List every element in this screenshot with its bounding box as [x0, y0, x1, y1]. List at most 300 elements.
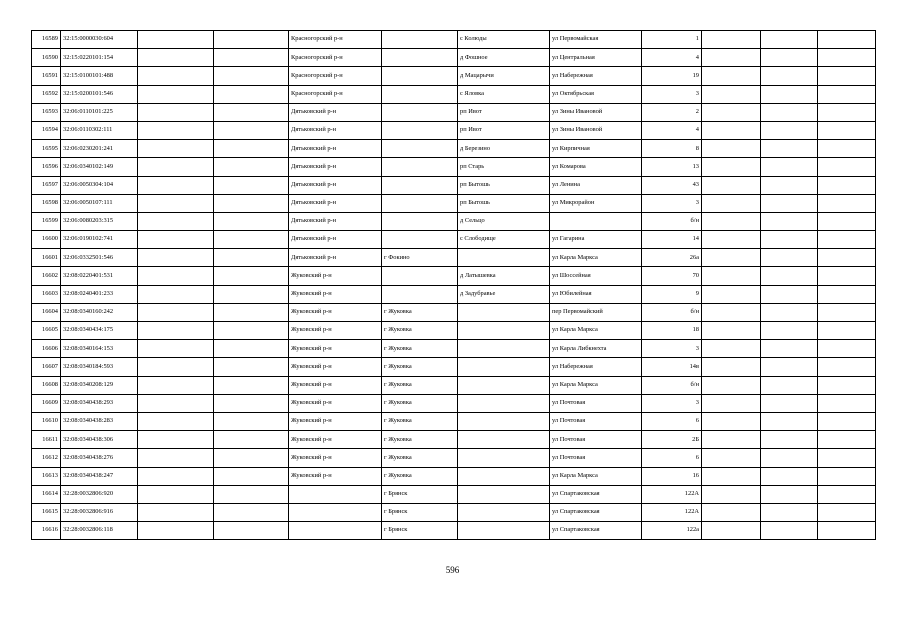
cell-street: ул Шоссейная	[550, 267, 642, 285]
cell-col-11	[761, 176, 818, 194]
cell-col-4	[214, 303, 289, 321]
cell-col-3	[138, 31, 214, 49]
cell-district: Жуковский р-н	[289, 340, 382, 358]
cell-col-11	[761, 340, 818, 358]
cell-col-10	[702, 340, 761, 358]
cell-row-number: 16616	[32, 522, 61, 540]
table-row	[32, 376, 876, 394]
cell-district: Жуковский р-н	[289, 449, 382, 467]
cell-settlement: рп Ивот	[458, 103, 550, 121]
cell-col-10	[702, 121, 761, 139]
cell-district: Жуковский р-н	[289, 358, 382, 376]
cell-district: Жуковский р-н	[289, 431, 382, 449]
cell-district: Дятьковский р-н	[289, 176, 382, 194]
cell-city	[382, 285, 458, 303]
cell-col-3	[138, 467, 214, 485]
cell-house-number: 3	[642, 340, 702, 358]
table-row	[32, 340, 876, 358]
cell-col-3	[138, 485, 214, 503]
cell-row-number: 16607	[32, 358, 61, 376]
cell-row-number: 16609	[32, 394, 61, 412]
cell-house-number: 1	[642, 31, 702, 49]
cell-street: ул Ленина	[550, 176, 642, 194]
table-row	[32, 212, 876, 230]
cell-col-12	[818, 176, 876, 194]
cell-row-number: 16601	[32, 249, 61, 267]
cell-col-10	[702, 31, 761, 49]
cell-settlement	[458, 412, 550, 430]
cell-col-3	[138, 67, 214, 85]
cell-col-10	[702, 267, 761, 285]
cell-col-12	[818, 121, 876, 139]
cell-row-number: 16595	[32, 140, 61, 158]
cell-row-number: 16594	[32, 121, 61, 139]
cell-settlement	[458, 394, 550, 412]
cell-cadastral-number: 32:06:0050107:111	[61, 194, 138, 212]
cell-col-12	[818, 322, 876, 340]
cell-city: г Жуковка	[382, 431, 458, 449]
cell-col-3	[138, 412, 214, 430]
cell-street: ул Спартаковская	[550, 485, 642, 503]
cell-district: Жуковский р-н	[289, 322, 382, 340]
cell-house-number: 4	[642, 49, 702, 67]
cell-col-11	[761, 503, 818, 521]
cell-row-number: 16608	[32, 376, 61, 394]
cell-col-12	[818, 412, 876, 430]
cell-col-10	[702, 431, 761, 449]
cell-col-12	[818, 267, 876, 285]
table-row	[32, 485, 876, 503]
cell-col-3	[138, 394, 214, 412]
cell-col-11	[761, 358, 818, 376]
cell-house-number: 6	[642, 449, 702, 467]
cell-house-number: 4	[642, 121, 702, 139]
cell-col-4	[214, 431, 289, 449]
cell-district: Дятьковский р-н	[289, 231, 382, 249]
cell-settlement: рп Старь	[458, 158, 550, 176]
cell-col-4	[214, 49, 289, 67]
cell-city	[382, 194, 458, 212]
cell-col-3	[138, 176, 214, 194]
cell-col-4	[214, 176, 289, 194]
cell-city: г Жуковка	[382, 358, 458, 376]
cell-cadastral-number: 32:08:0340438:293	[61, 394, 138, 412]
cell-cadastral-number: 32:08:0340438:306	[61, 431, 138, 449]
cell-district: Дятьковский р-н	[289, 194, 382, 212]
cell-col-4	[214, 467, 289, 485]
cell-city	[382, 103, 458, 121]
cell-street: ул Зины Ивановой	[550, 103, 642, 121]
cell-street: ул Зины Ивановой	[550, 121, 642, 139]
table-row	[32, 303, 876, 321]
cell-col-3	[138, 140, 214, 158]
cell-col-11	[761, 49, 818, 67]
cell-col-12	[818, 358, 876, 376]
cell-district: Красногорский р-н	[289, 85, 382, 103]
cell-house-number: 16	[642, 467, 702, 485]
cell-city: г Жуковка	[382, 303, 458, 321]
cell-col-10	[702, 249, 761, 267]
cell-col-11	[761, 394, 818, 412]
cell-street: ул Карла Маркса	[550, 376, 642, 394]
cell-house-number: б/н	[642, 303, 702, 321]
table-row	[32, 412, 876, 430]
cell-col-12	[818, 503, 876, 521]
cell-col-11	[761, 322, 818, 340]
cell-city: г Жуковка	[382, 394, 458, 412]
cell-col-3	[138, 340, 214, 358]
cell-col-12	[818, 522, 876, 540]
cell-col-3	[138, 121, 214, 139]
cell-col-4	[214, 485, 289, 503]
cell-col-3	[138, 158, 214, 176]
cell-house-number: 9	[642, 285, 702, 303]
cell-city	[382, 31, 458, 49]
cell-col-3	[138, 376, 214, 394]
cell-house-number: 43	[642, 176, 702, 194]
cell-col-4	[214, 249, 289, 267]
cell-col-4	[214, 31, 289, 49]
cell-street: ул Набережная	[550, 67, 642, 85]
cell-col-4	[214, 158, 289, 176]
cell-row-number: 16615	[32, 503, 61, 521]
cell-street: ул Кирпичная	[550, 140, 642, 158]
table-row	[32, 85, 876, 103]
cell-district: Красногорский р-н	[289, 67, 382, 85]
cell-col-12	[818, 140, 876, 158]
cell-street	[550, 212, 642, 230]
cell-city: г Жуковка	[382, 340, 458, 358]
cell-settlement	[458, 522, 550, 540]
cell-col-3	[138, 212, 214, 230]
cell-house-number: 18	[642, 322, 702, 340]
cell-col-4	[214, 322, 289, 340]
cell-col-12	[818, 431, 876, 449]
cell-street: ул Карла Маркса	[550, 249, 642, 267]
table-row	[32, 503, 876, 521]
cell-cadastral-number: 32:06:0080203:315	[61, 212, 138, 230]
cell-street: ул Октябрьская	[550, 85, 642, 103]
cell-settlement	[458, 322, 550, 340]
table-row	[32, 285, 876, 303]
cell-col-3	[138, 85, 214, 103]
cell-house-number: 6	[642, 412, 702, 430]
cell-col-10	[702, 158, 761, 176]
cell-col-11	[761, 485, 818, 503]
cell-street: ул Почтовая	[550, 431, 642, 449]
cell-district: Дятьковский р-н	[289, 140, 382, 158]
cell-city	[382, 267, 458, 285]
table-row	[32, 467, 876, 485]
cell-settlement: с Колюды	[458, 31, 550, 49]
cell-col-10	[702, 358, 761, 376]
cell-col-10	[702, 176, 761, 194]
cell-house-number: 122А	[642, 503, 702, 521]
table-row	[32, 67, 876, 85]
cell-col-11	[761, 522, 818, 540]
cell-cadastral-number: 32:06:0340102:149	[61, 158, 138, 176]
cell-col-11	[761, 412, 818, 430]
cell-city: г Брянск	[382, 485, 458, 503]
cell-house-number: 8	[642, 140, 702, 158]
cell-col-4	[214, 394, 289, 412]
cell-col-11	[761, 303, 818, 321]
cell-cadastral-number: 32:08:0240401:233	[61, 285, 138, 303]
cell-street: пер Первомайский	[550, 303, 642, 321]
cell-cadastral-number: 32:06:0110302:111	[61, 121, 138, 139]
cell-row-number: 16596	[32, 158, 61, 176]
cell-house-number: б/н	[642, 212, 702, 230]
cell-col-12	[818, 158, 876, 176]
cell-col-3	[138, 49, 214, 67]
cell-city	[382, 140, 458, 158]
cell-col-4	[214, 140, 289, 158]
cell-col-3	[138, 103, 214, 121]
cell-col-12	[818, 67, 876, 85]
table-row	[32, 121, 876, 139]
table-row	[32, 431, 876, 449]
cell-col-10	[702, 467, 761, 485]
cell-col-12	[818, 285, 876, 303]
cell-col-10	[702, 85, 761, 103]
cell-district: Жуковский р-н	[289, 267, 382, 285]
cell-street: ул Комарова	[550, 158, 642, 176]
cell-district: Жуковский р-н	[289, 285, 382, 303]
cell-col-4	[214, 503, 289, 521]
cell-col-10	[702, 394, 761, 412]
cell-col-4	[214, 67, 289, 85]
cell-col-4	[214, 212, 289, 230]
cell-col-3	[138, 194, 214, 212]
cell-col-3	[138, 449, 214, 467]
table-row	[32, 231, 876, 249]
cell-settlement	[458, 503, 550, 521]
cell-cadastral-number: 32:08:0340160:242	[61, 303, 138, 321]
cell-row-number: 16602	[32, 267, 61, 285]
cell-city: г Жуковка	[382, 449, 458, 467]
cell-col-3	[138, 358, 214, 376]
cell-settlement: д Фошное	[458, 49, 550, 67]
cell-settlement: рп Бытошь	[458, 176, 550, 194]
cell-col-3	[138, 431, 214, 449]
cell-cadastral-number: 32:08:0340208:129	[61, 376, 138, 394]
cell-col-11	[761, 121, 818, 139]
cell-house-number: 2	[642, 103, 702, 121]
cell-col-10	[702, 412, 761, 430]
cell-col-11	[761, 158, 818, 176]
cell-street: ул Карла Маркса	[550, 467, 642, 485]
cell-row-number: 16599	[32, 212, 61, 230]
cell-house-number: 13	[642, 158, 702, 176]
cell-house-number: 2Б	[642, 431, 702, 449]
cell-row-number: 16593	[32, 103, 61, 121]
cell-col-10	[702, 103, 761, 121]
cell-district: Дятьковский р-н	[289, 158, 382, 176]
cell-col-3	[138, 267, 214, 285]
cell-house-number: 14в	[642, 358, 702, 376]
cell-col-12	[818, 31, 876, 49]
cell-row-number: 16603	[32, 285, 61, 303]
cell-city: г Жуковка	[382, 376, 458, 394]
cell-house-number: 3	[642, 394, 702, 412]
cell-col-11	[761, 140, 818, 158]
cell-col-12	[818, 485, 876, 503]
cell-settlement	[458, 431, 550, 449]
cell-col-4	[214, 340, 289, 358]
cell-settlement: рп Ивот	[458, 121, 550, 139]
cell-city: г Жуковка	[382, 322, 458, 340]
cell-city: г Фокино	[382, 249, 458, 267]
cell-col-10	[702, 212, 761, 230]
cell-cadastral-number: 32:06:0110101:225	[61, 103, 138, 121]
cell-city	[382, 212, 458, 230]
cell-district: Жуковский р-н	[289, 394, 382, 412]
cell-row-number: 16610	[32, 412, 61, 430]
table-row	[32, 31, 876, 49]
cell-col-4	[214, 449, 289, 467]
cell-district: Жуковский р-н	[289, 412, 382, 430]
cell-street: ул Карла Либкнехта	[550, 340, 642, 358]
cell-cadastral-number: 32:08:0220401:531	[61, 267, 138, 285]
cell-col-11	[761, 449, 818, 467]
cell-settlement	[458, 376, 550, 394]
cell-settlement: рп Бытошь	[458, 194, 550, 212]
cell-district: Дятьковский р-н	[289, 103, 382, 121]
cell-col-11	[761, 194, 818, 212]
registry-table	[31, 30, 876, 540]
cell-col-11	[761, 376, 818, 394]
cell-cadastral-number: 32:15:0000030:604	[61, 31, 138, 49]
cell-col-12	[818, 376, 876, 394]
cell-col-12	[818, 449, 876, 467]
cell-house-number: 3	[642, 85, 702, 103]
cell-col-10	[702, 303, 761, 321]
cell-street: ул Микрорайон	[550, 194, 642, 212]
cell-settlement	[458, 303, 550, 321]
table-row	[32, 140, 876, 158]
cell-cadastral-number: 32:08:0340164:153	[61, 340, 138, 358]
table-row	[32, 49, 876, 67]
cell-house-number: 122а	[642, 522, 702, 540]
cell-col-4	[214, 376, 289, 394]
cell-col-3	[138, 303, 214, 321]
cell-city	[382, 49, 458, 67]
cell-street: ул Спартаковская	[550, 503, 642, 521]
cell-col-4	[214, 285, 289, 303]
cell-house-number: 3	[642, 194, 702, 212]
table-row	[32, 267, 876, 285]
cell-row-number: 16592	[32, 85, 61, 103]
cell-street: ул Почтовая	[550, 412, 642, 430]
cell-row-number: 16606	[32, 340, 61, 358]
table-body	[32, 31, 876, 540]
cell-cadastral-number: 32:28:0032806:916	[61, 503, 138, 521]
table-row	[32, 322, 876, 340]
cell-street: ул Первомайская	[550, 31, 642, 49]
cell-house-number: 122А	[642, 485, 702, 503]
cell-col-10	[702, 503, 761, 521]
table-row	[32, 394, 876, 412]
cell-cadastral-number: 32:06:0050304:104	[61, 176, 138, 194]
cell-row-number: 16597	[32, 176, 61, 194]
cell-col-11	[761, 249, 818, 267]
cell-col-10	[702, 522, 761, 540]
cell-district: Дятьковский р-н	[289, 249, 382, 267]
cell-col-12	[818, 467, 876, 485]
cell-settlement	[458, 467, 550, 485]
cell-row-number: 16591	[32, 67, 61, 85]
cell-col-4	[214, 85, 289, 103]
cell-row-number: 16611	[32, 431, 61, 449]
cell-col-10	[702, 449, 761, 467]
cell-cadastral-number: 32:08:0340438:276	[61, 449, 138, 467]
cell-col-11	[761, 267, 818, 285]
cell-col-3	[138, 503, 214, 521]
cell-cadastral-number: 32:15:0220101:154	[61, 49, 138, 67]
cell-city: г Жуковка	[382, 412, 458, 430]
cell-house-number: 26а	[642, 249, 702, 267]
cell-city: г Брянск	[382, 522, 458, 540]
cell-col-11	[761, 231, 818, 249]
cell-street: ул Набережная	[550, 358, 642, 376]
cell-col-10	[702, 285, 761, 303]
cell-city	[382, 85, 458, 103]
cell-settlement	[458, 358, 550, 376]
cell-cadastral-number: 32:15:0100101:488	[61, 67, 138, 85]
cell-cadastral-number: 32:08:0340438:283	[61, 412, 138, 430]
cell-col-11	[761, 85, 818, 103]
cell-city: г Жуковка	[382, 467, 458, 485]
cell-col-12	[818, 249, 876, 267]
cell-col-11	[761, 467, 818, 485]
cell-col-3	[138, 285, 214, 303]
cell-cadastral-number: 32:06:0230201:241	[61, 140, 138, 158]
cell-col-4	[214, 412, 289, 430]
cell-settlement: д Березино	[458, 140, 550, 158]
cell-house-number: б/н	[642, 376, 702, 394]
cell-col-3	[138, 249, 214, 267]
table-row	[32, 176, 876, 194]
cell-col-12	[818, 212, 876, 230]
cell-cadastral-number: 32:08:0340184:593	[61, 358, 138, 376]
cell-row-number: 16589	[32, 31, 61, 49]
cell-row-number: 16613	[32, 467, 61, 485]
cell-col-12	[818, 194, 876, 212]
cell-district: Жуковский р-н	[289, 467, 382, 485]
table-row	[32, 158, 876, 176]
cell-col-12	[818, 231, 876, 249]
cell-cadastral-number: 32:06:0190102:741	[61, 231, 138, 249]
table-row	[32, 249, 876, 267]
cell-col-10	[702, 322, 761, 340]
table-row	[32, 194, 876, 212]
cell-settlement: д Латышевка	[458, 267, 550, 285]
cell-city	[382, 176, 458, 194]
cell-district: Жуковский р-н	[289, 376, 382, 394]
cell-house-number: 70	[642, 267, 702, 285]
cell-city	[382, 67, 458, 85]
cell-city: г Брянск	[382, 503, 458, 521]
cell-cadastral-number: 32:28:0032806:118	[61, 522, 138, 540]
cell-cadastral-number: 32:28:0032806:920	[61, 485, 138, 503]
cell-col-10	[702, 194, 761, 212]
cell-col-4	[214, 121, 289, 139]
cell-col-11	[761, 285, 818, 303]
cell-col-10	[702, 485, 761, 503]
cell-cadastral-number: 32:06:0332501:546	[61, 249, 138, 267]
cell-district: Красногорский р-н	[289, 31, 382, 49]
cell-settlement: д Мацарычи	[458, 67, 550, 85]
